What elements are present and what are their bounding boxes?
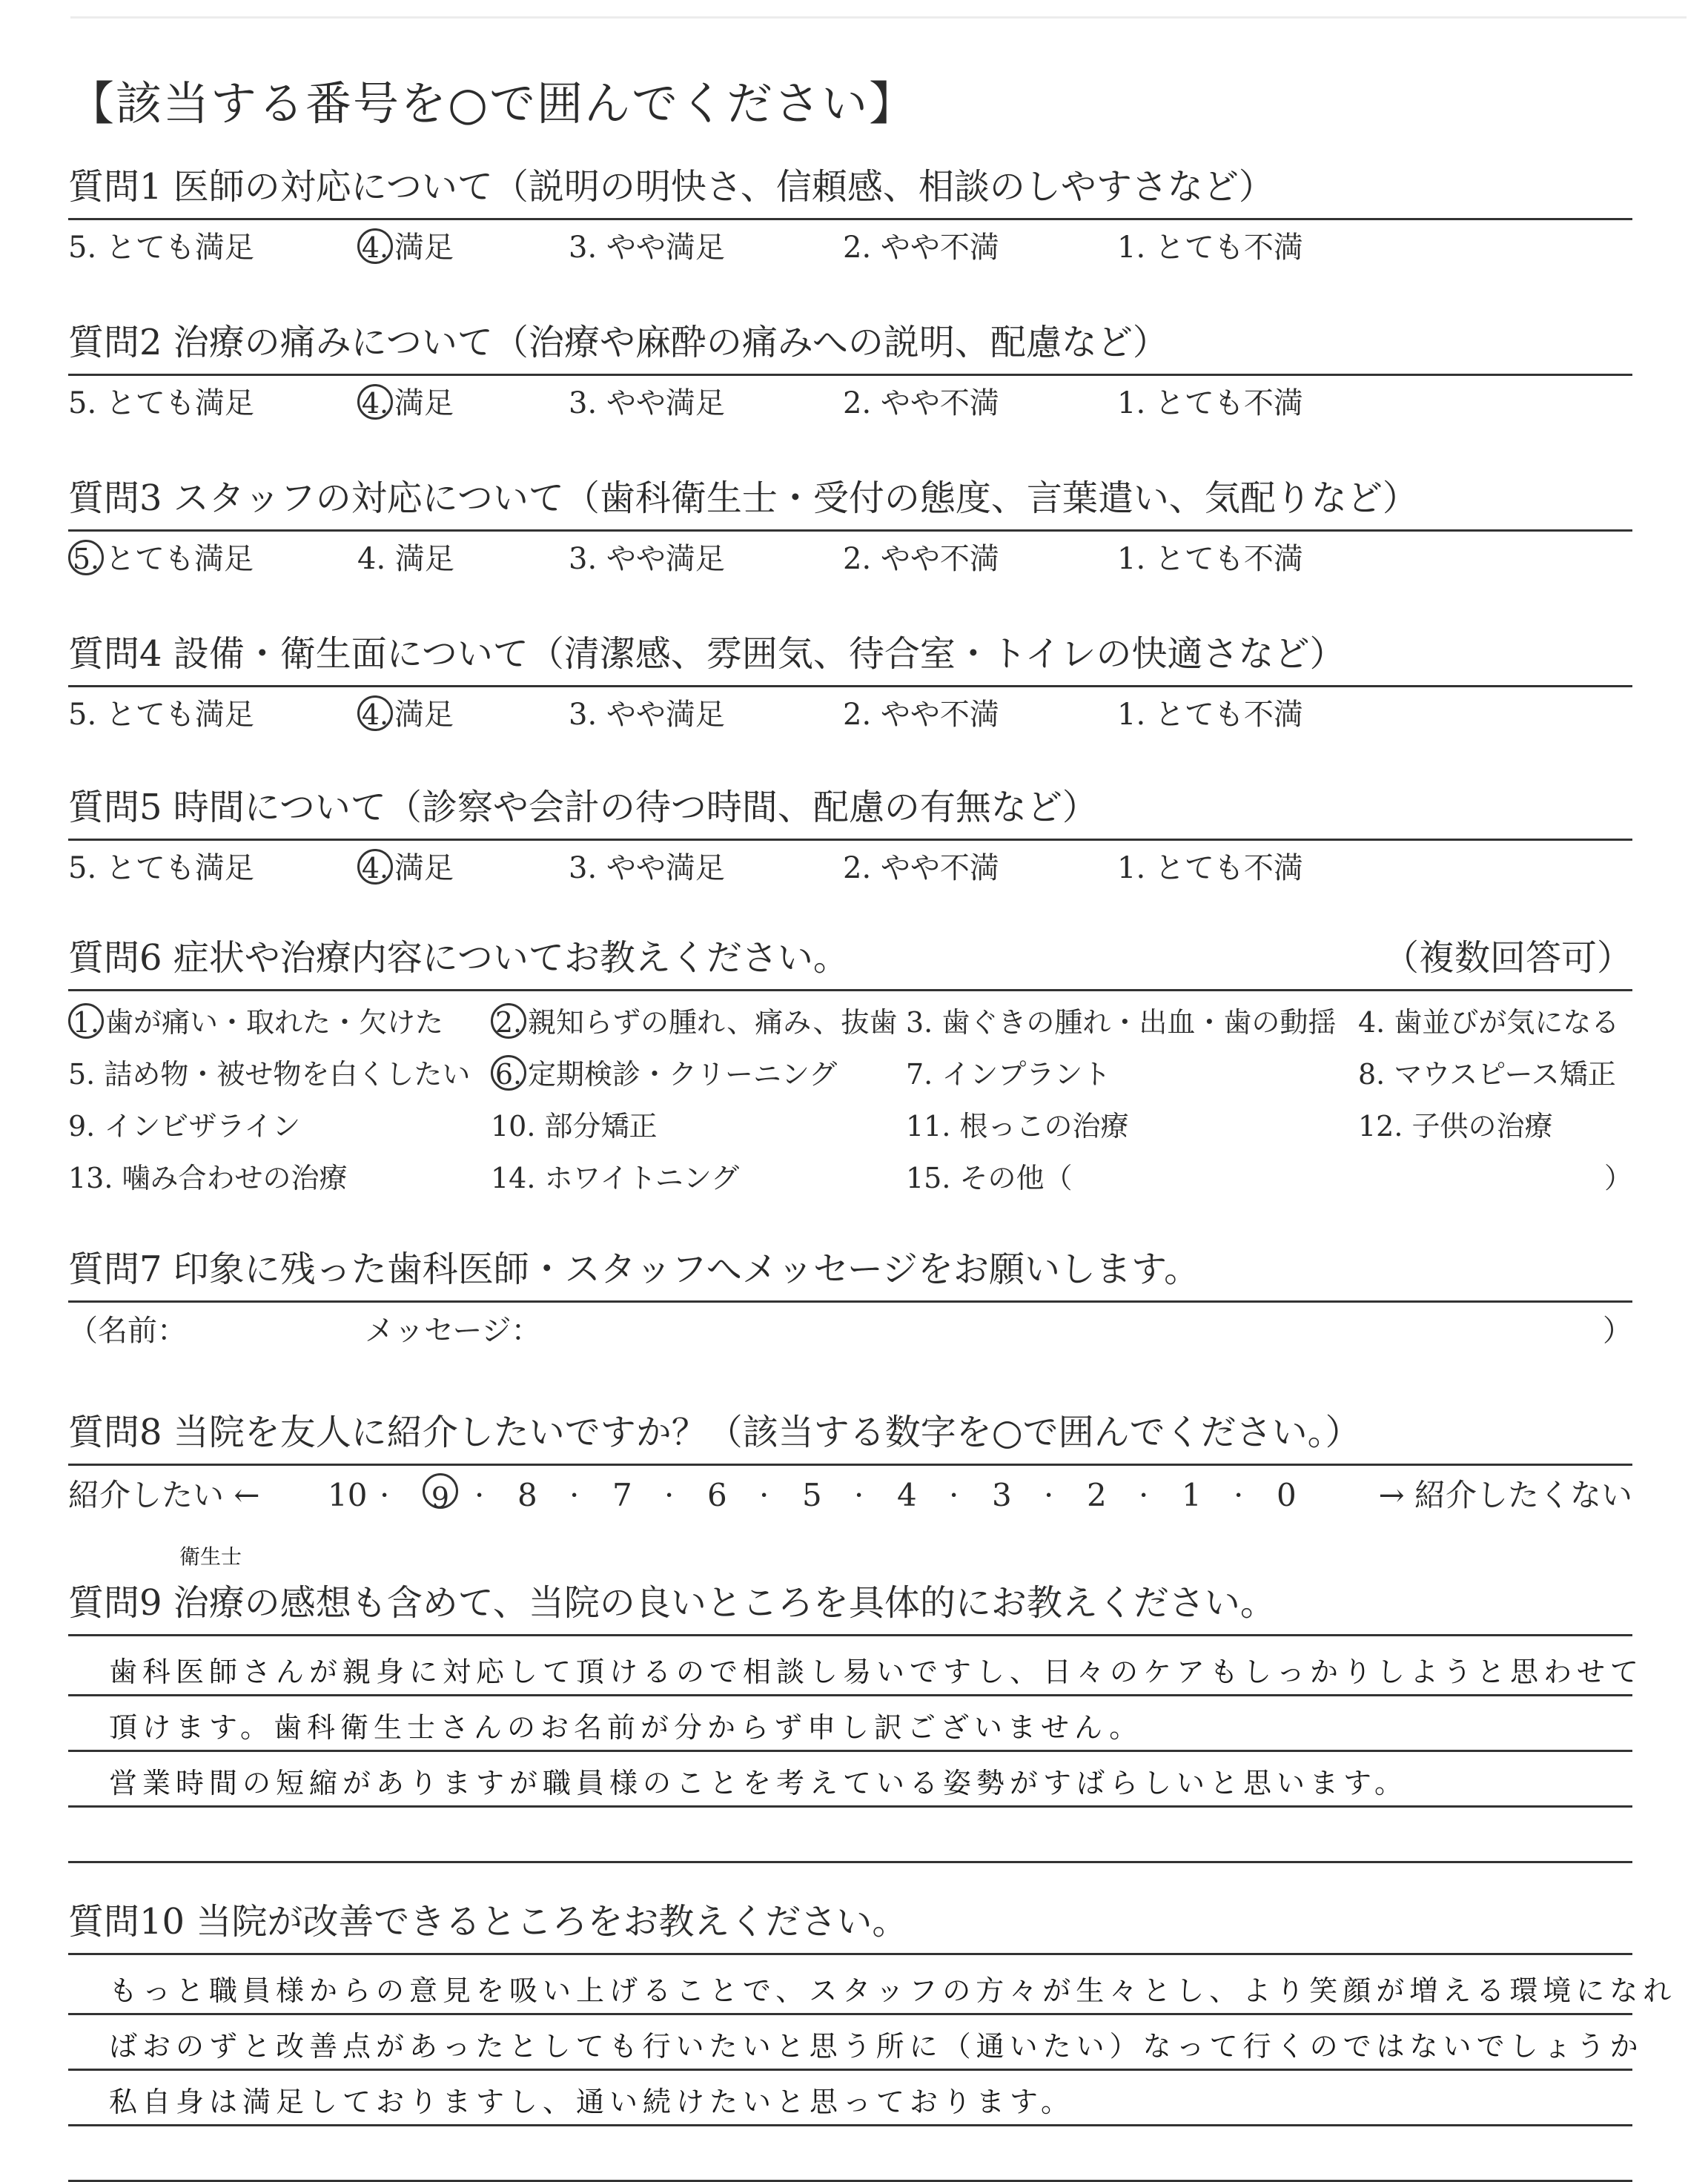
page-title: 【該当する番号を○で囲んでください】	[68, 76, 917, 130]
rating-option-3[interactable]: 3. やや満足	[569, 851, 725, 885]
symptom-option-label: 歯が痛い・取れた・欠けた	[105, 1006, 444, 1039]
rating-option-4[interactable]	[357, 382, 454, 425]
question-8-label: 質問8 当院を友人に紹介したいですか？（該当する数字を○で囲んでください。）	[68, 1412, 1361, 1453]
q9-answer-line[interactable]	[68, 1752, 1632, 1808]
rating-option-1[interactable]: 1. とても不満	[1117, 542, 1303, 576]
recommend-scale	[68, 1473, 1632, 1525]
rating-option-1[interactable]: 1. とても不満	[1117, 698, 1303, 732]
question-7-rule	[68, 1300, 1632, 1303]
scale-dot: ·	[854, 1477, 864, 1513]
question-10-rule	[68, 1953, 1632, 1955]
rating-option-2[interactable]: 2. やや不満	[843, 542, 999, 576]
rating-option-5[interactable]: 5. とても満足	[68, 851, 254, 885]
rating-option-3[interactable]: 3. やや満足	[569, 231, 725, 265]
top-border	[70, 16, 1687, 19]
symptom-option-label: 親知らずの腫れ、痛み、抜歯	[528, 1006, 898, 1039]
scale-value-10[interactable]: 10	[328, 1477, 368, 1513]
question-3-label: 質問3 スタッフの対応について（歯科衛生士・受付の態度、言葉遣い、気配りなど）	[68, 477, 1418, 519]
rating-option-label: 満足	[394, 231, 454, 265]
q10-answer-line[interactable]	[68, 1960, 1677, 2015]
rating-option-4[interactable]: 4. 満足	[357, 542, 454, 576]
rating-option-label: とても満足	[105, 542, 254, 576]
question-1-options	[68, 226, 1632, 271]
symptom-option-4[interactable]: 4. 歯並びが気になる	[1358, 1006, 1620, 1039]
question-2-options	[68, 382, 1632, 426]
question-6	[68, 934, 1632, 1217]
symptom-option-15[interactable]: 15. その他（	[906, 1162, 1073, 1194]
selected-circle: 4.	[357, 228, 393, 264]
scale-dot: ·	[664, 1477, 675, 1513]
symptom-option-7[interactable]: 7. インプラント	[906, 1058, 1111, 1091]
q10-answer-line[interactable]	[68, 2071, 1632, 2126]
scale-dot: ·	[1044, 1477, 1054, 1513]
question-4-options	[68, 693, 1632, 738]
scale-dot: ·	[759, 1477, 769, 1513]
message-close-paren: ）	[1603, 1314, 1632, 1348]
scale-right-label: → 紹介したくない	[1378, 1477, 1632, 1513]
multiple-answer-note: （複数回答可）	[1383, 937, 1632, 979]
symptom-option-3[interactable]: 3. 歯ぐきの腫れ・出血・歯の動揺	[906, 1006, 1337, 1039]
question-5-options	[68, 847, 1632, 891]
scale-value-4[interactable]: 4	[897, 1477, 917, 1513]
other-close-paren[interactable]: ）	[1603, 1162, 1632, 1194]
q10-answer-text: 私自身は満足しておりますし、通い続けたいと思っております。	[109, 2086, 1074, 2118]
question-5-rule	[68, 839, 1632, 841]
rating-option-3[interactable]: 3. やや満足	[569, 386, 725, 420]
q10-answer-text: もっと職員様からの意見を吸い上げることで、スタッフの方々が生々とし、より笑顔が増える環境になれ	[109, 1974, 1677, 2007]
scale-left-label: 紹介したい ←	[68, 1477, 260, 1513]
question-3	[68, 475, 1632, 582]
question-4-rule	[68, 685, 1632, 687]
rating-option-3[interactable]: 3. やや満足	[569, 698, 725, 732]
scale-value-5[interactable]: 5	[802, 1477, 822, 1513]
message-field-label: メッセージ：	[365, 1314, 541, 1348]
scale-value-8[interactable]: 8	[517, 1477, 537, 1513]
symptom-option-1[interactable]	[68, 1002, 443, 1043]
rating-option-2[interactable]: 2. やや不満	[843, 231, 999, 265]
q9-answer-text: 頂けます。歯科衛生士さんのお名前が分からず申し訳ございません。	[109, 1711, 1143, 1744]
selected-circle: 1.	[68, 1003, 104, 1039]
question-9-annotation: 衛生士	[179, 1544, 242, 1569]
question-5	[68, 784, 1632, 891]
question-6-rule	[68, 989, 1632, 991]
scale-value-3[interactable]: 3	[992, 1477, 1012, 1513]
scale-value-7[interactable]: 7	[612, 1477, 632, 1513]
scale-value-6[interactable]: 6	[707, 1477, 727, 1513]
scale-value-0[interactable]: 0	[1277, 1477, 1297, 1513]
rating-option-label: 満足	[394, 851, 454, 885]
scale-dot: ·	[474, 1477, 485, 1513]
symptom-option-10[interactable]: 10. 部分矯正	[491, 1110, 658, 1143]
question-3-rule	[68, 529, 1632, 532]
symptom-option-6[interactable]	[491, 1054, 837, 1095]
question-8-rule	[68, 1464, 1632, 1466]
selected-circle: 4.	[357, 695, 393, 731]
rating-option-4[interactable]	[357, 847, 454, 890]
question-7-label: 質問7 印象に残った歯科医師・スタッフへメッセージをお願いします。	[68, 1249, 1200, 1290]
scale-dot: ·	[1139, 1477, 1149, 1513]
rating-option-2[interactable]: 2. やや不満	[843, 698, 999, 732]
rating-option-2[interactable]: 2. やや不満	[843, 851, 999, 885]
symptom-option-13[interactable]: 13. 噛み合わせの治療	[68, 1162, 348, 1194]
question-10	[68, 1898, 1677, 2182]
question-10-label: 質問10 当院が改善できるところをお教えください。	[68, 1901, 908, 1943]
question-4	[68, 630, 1632, 738]
scale-value-2[interactable]: 2	[1087, 1477, 1107, 1513]
selected-circle: 4.	[357, 384, 393, 420]
symptom-option-5[interactable]: 5. 詰め物・被せ物を白くしたい	[68, 1058, 471, 1091]
rating-option-5[interactable]: 5. とても満足	[68, 698, 254, 732]
question-2-rule	[68, 374, 1632, 376]
q9-answer-text: 歯科医師さんが親身に対応して頂けるので相談し易いですし、日々のケアもしっかりしようと思わせて	[109, 1656, 1644, 1688]
symptom-option-12[interactable]: 12. 子供の治療	[1358, 1110, 1553, 1143]
scale-dot: ·	[380, 1477, 390, 1513]
selected-circle: 9	[423, 1473, 458, 1509]
q9-answer-line[interactable]	[68, 1696, 1632, 1752]
q9-answer-line[interactable]	[68, 1641, 1644, 1696]
question-3-options	[68, 538, 1632, 582]
rating-option-label: 満足	[394, 386, 454, 420]
rating-option-2[interactable]: 2. やや不満	[843, 386, 999, 420]
rating-option-3[interactable]: 3. やや満足	[569, 542, 725, 576]
symptom-option-2[interactable]	[491, 1002, 898, 1043]
question-4-label: 質問4 設備・衛生面について（清潔感、雰囲気、待合室・トイレの快適さなど）	[68, 633, 1345, 675]
symptom-option-11[interactable]: 11. 根っこの治療	[906, 1110, 1129, 1143]
symptom-options	[68, 1002, 1632, 1217]
q10-answer-line[interactable]	[68, 2015, 1644, 2071]
q10-answer-line[interactable]	[68, 2126, 1632, 2182]
rating-option-5[interactable]	[68, 538, 254, 581]
question-7	[68, 1246, 1632, 1355]
name-field-label: （名前：	[68, 1314, 187, 1348]
selected-circle: 2.	[491, 1003, 526, 1039]
question-8	[68, 1409, 1632, 1525]
rating-option-1[interactable]: 1. とても不満	[1117, 386, 1303, 420]
selected-circle: 4.	[357, 849, 393, 885]
question-6-label: 質問6 症状や治療内容についてお教えください。	[68, 937, 849, 979]
question-10-answer	[68, 1960, 1677, 2182]
rating-option-4[interactable]	[357, 693, 454, 736]
question-9-label: 質問9 治療の感想も含めて、当院の良いところを具体的にお教えください。	[68, 1582, 1276, 1624]
q10-answer-text: ばおのずと改善点があったとしても行いたいと思う所に（通いたい）なって行くのではないでしょうか	[109, 2030, 1644, 2063]
symptom-option-9[interactable]: 9. インビザライン	[68, 1110, 301, 1143]
question-1	[68, 163, 1632, 271]
rating-option-1[interactable]: 1. とても不満	[1117, 231, 1303, 265]
symptom-option-14[interactable]: 14. ホワイトニング	[491, 1162, 740, 1194]
question-9-rule	[68, 1634, 1632, 1636]
selected-circle: 5.	[68, 540, 104, 575]
rating-option-1[interactable]: 1. とても不満	[1117, 851, 1303, 885]
q9-answer-line[interactable]	[68, 1808, 1632, 1863]
question-1-rule	[68, 218, 1632, 220]
question-9	[68, 1544, 1644, 1863]
scale-dot: ·	[569, 1477, 580, 1513]
question-1-label: 質問1 医師の対応について（説明の明快さ、信頼感、相談のしやすさなど）	[68, 166, 1274, 208]
question-5-label: 質問5 時間について（診察や会計の待つ時間、配慮の有無など）	[68, 787, 1098, 828]
symptom-option-8[interactable]: 8. マウスピース矯正	[1358, 1058, 1616, 1091]
question-2	[68, 319, 1632, 426]
question-2-label: 質問2 治療の痛みについて（治療や麻酔の痛みへの説明、配慮など）	[68, 322, 1168, 363]
scale-dot: ·	[1234, 1477, 1244, 1513]
selected-circle: 6.	[491, 1055, 526, 1091]
symptom-option-label: 定期検診・クリーニング	[528, 1058, 838, 1091]
rating-option-5[interactable]: 5. とても満足	[68, 386, 254, 420]
q9-answer-text: 営業時間の短縮がありますが職員様のことを考えている姿勢がすばらしいと思います。	[109, 1767, 1408, 1799]
scale-value-1[interactable]: 1	[1182, 1477, 1202, 1513]
question-9-answer	[68, 1641, 1644, 1863]
rating-option-5[interactable]: 5. とても満足	[68, 231, 254, 265]
scale-dot: ·	[949, 1477, 959, 1513]
rating-option-4[interactable]	[357, 226, 454, 269]
rating-option-label: 満足	[394, 698, 454, 732]
